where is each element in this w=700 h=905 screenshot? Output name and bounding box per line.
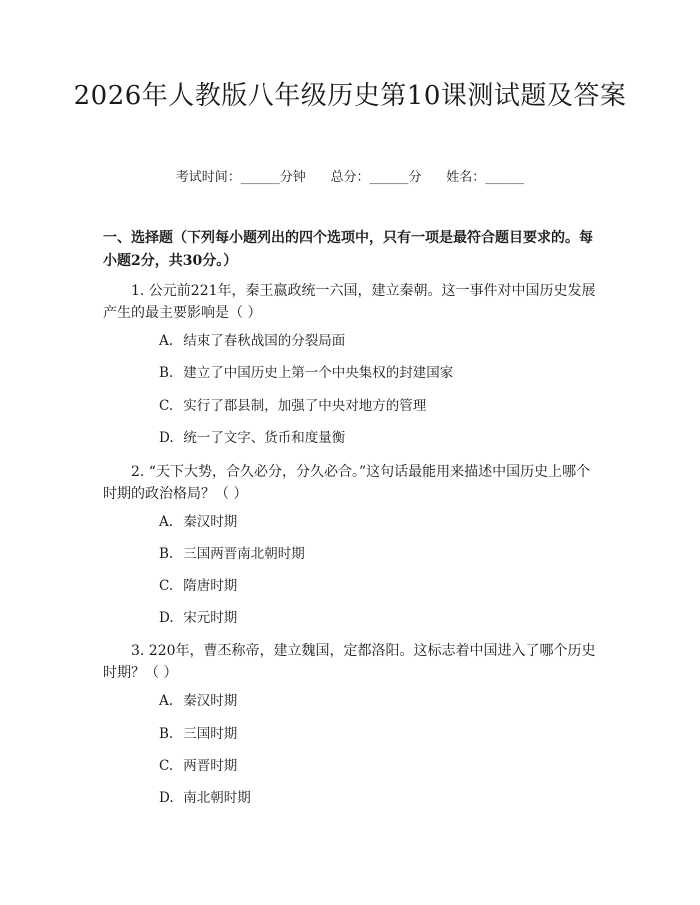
- option-letter: B.: [159, 546, 174, 562]
- question-1-option-d: [159, 428, 589, 448]
- option-letter: D.: [159, 430, 174, 446]
- option-letter: D.: [159, 610, 174, 626]
- question-1-option-c: [159, 396, 589, 416]
- option-letter: A.: [159, 514, 174, 530]
- option-text: 隋唐时期: [183, 578, 238, 594]
- question-2-option-b: [159, 544, 589, 564]
- exam-info-line: 考试时间：______分钟 总分：______分 姓名：______: [175, 170, 525, 185]
- question-3-option-b: [159, 724, 589, 744]
- question-2-stem: 2. “天下大势，合久必分，分久必合。”这句话最能用来描述中国历史上哪个时期的政治格局？（ ）: [103, 464, 591, 502]
- question-3-stem: 3. 220年，曹丕称帝，建立魏国，定都洛阳。这标志着中国进入了哪个历史时期？（ ）: [103, 643, 596, 681]
- question-3-option-d: [159, 788, 589, 808]
- question-2-option-c: [159, 576, 589, 596]
- document-title: 2026年人教版八年级历史第10课测试题及答案: [73, 81, 627, 111]
- option-letter: A.: [159, 333, 174, 349]
- option-letter: A.: [159, 693, 174, 709]
- option-text: 结束了春秋战国的分裂局面: [183, 333, 346, 349]
- question-3-option-a: [159, 691, 589, 711]
- option-letter: C.: [159, 398, 174, 414]
- option-letter: B.: [159, 726, 174, 742]
- option-letter: C.: [159, 758, 174, 774]
- question-2-option-a: [159, 512, 589, 532]
- option-text: 两晋时期: [183, 758, 238, 774]
- question-2-option-d: [159, 608, 589, 628]
- question-1-option-a: [159, 331, 589, 351]
- option-text: 统一了文字、货币和度量衡: [183, 430, 346, 446]
- question-1-option-b: [159, 363, 589, 383]
- section-heading: 一、选择题（下列每小题列出的四个选项中，只有一项是最符合题目要求的。每小题2分，共30分。）: [103, 230, 593, 269]
- option-text: 三国两晋南北朝时期: [183, 546, 305, 562]
- option-text: 南北朝时期: [183, 790, 251, 806]
- option-letter: D.: [159, 790, 174, 806]
- option-letter: C.: [159, 578, 174, 594]
- option-text: 三国时期: [183, 726, 238, 742]
- option-text: 秦汉时期: [183, 514, 238, 530]
- option-text: 实行了郡县制，加强了中央对地方的管理: [183, 398, 427, 414]
- option-text: 建立了中国历史上第一个中央集权的封建国家: [183, 365, 454, 381]
- option-text: 宋元时期: [183, 610, 238, 626]
- question-3-option-c: [159, 756, 589, 776]
- option-letter: B.: [159, 365, 174, 381]
- option-text: 秦汉时期: [183, 693, 238, 709]
- question-1-stem: 1. 公元前221年，秦王嬴政统一六国，建立秦朝。这一事件对中国历史发展产生的最主要影响是（ ）: [103, 283, 596, 321]
